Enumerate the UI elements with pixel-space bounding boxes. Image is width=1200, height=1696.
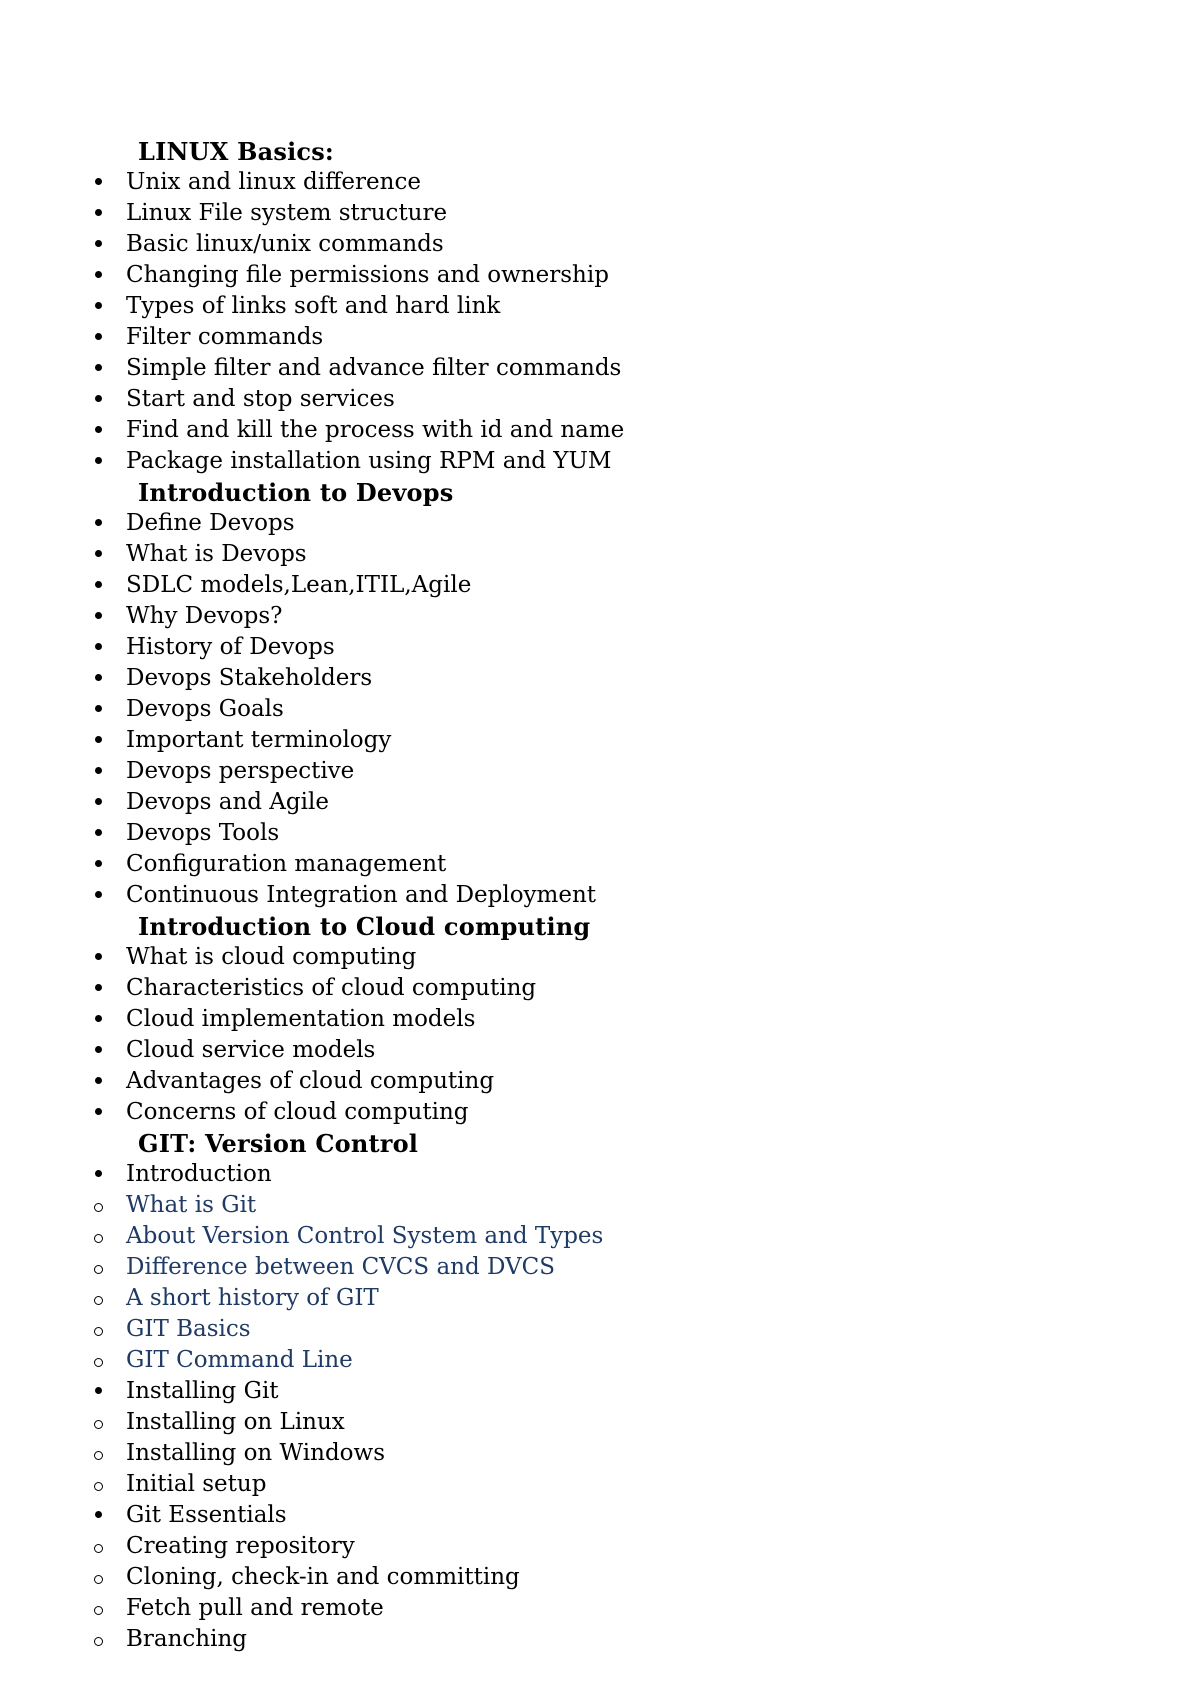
bullet-icon	[88, 1500, 108, 1531]
list-item-text: Installing on Windows	[126, 1440, 386, 1466]
list-item-text: Fetch pull and remote	[126, 1595, 384, 1621]
bullet-icon	[88, 973, 108, 1004]
list-item	[0, 508, 1200, 539]
bullet-icon	[88, 539, 108, 570]
section-heading: LINUX Basics:	[138, 137, 334, 166]
list-item-text: Filter commands	[126, 324, 324, 350]
hollow-bullet-icon	[88, 1562, 108, 1593]
list-item-text: Define Devops	[126, 510, 295, 536]
list-item-text: Changing file permissions and ownership	[126, 262, 609, 288]
sub-list-item	[0, 1190, 1200, 1221]
list-item-text: Configuration management	[126, 851, 447, 877]
list-item	[0, 880, 1200, 911]
document-body	[0, 136, 1200, 1655]
bullet-icon	[88, 694, 108, 725]
list-item-text: Characteristics of cloud computing	[126, 975, 537, 1001]
list-item	[0, 539, 1200, 570]
list-item-text: What is Git	[126, 1192, 257, 1218]
list-item	[0, 849, 1200, 880]
bullet-icon	[88, 756, 108, 787]
bullet-icon	[88, 942, 108, 973]
hollow-bullet-icon	[88, 1345, 108, 1376]
hollow-bullet-icon	[88, 1407, 108, 1438]
list-item-text: Unix and linux difference	[126, 169, 421, 195]
list-item-text: GIT Basics	[126, 1316, 251, 1342]
list-item-text: Devops Stakeholders	[126, 665, 373, 691]
list-item	[0, 1035, 1200, 1066]
section-heading: Introduction to Cloud computing	[138, 912, 591, 941]
bullet-icon	[88, 198, 108, 229]
bullet-icon	[88, 570, 108, 601]
list-item	[0, 756, 1200, 787]
bullet-icon	[88, 880, 108, 911]
list-item-text: What is cloud computing	[126, 944, 417, 970]
list-item-text: Start and stop services	[126, 386, 395, 412]
list-item-text: Devops and Agile	[126, 789, 329, 815]
list-item	[0, 694, 1200, 725]
list-item-text: Git Essentials	[126, 1502, 287, 1528]
bullet-icon	[88, 632, 108, 663]
sub-list-item	[0, 1438, 1200, 1469]
list-item	[0, 1004, 1200, 1035]
list-item-text: Important terminology	[126, 727, 392, 753]
list-item	[0, 601, 1200, 632]
list-item	[0, 663, 1200, 694]
bullet-icon	[88, 818, 108, 849]
hollow-bullet-icon	[88, 1252, 108, 1283]
list-item	[0, 1376, 1200, 1407]
hollow-bullet-icon	[88, 1624, 108, 1655]
list-item	[0, 1097, 1200, 1128]
list-item-text: Cloning, check-in and committing	[126, 1564, 520, 1590]
bullet-icon	[88, 1097, 108, 1128]
section-heading: GIT: Version Control	[138, 1129, 419, 1158]
bullet-icon	[88, 353, 108, 384]
list-item-text: Devops Goals	[126, 696, 284, 722]
sub-list-item	[0, 1624, 1200, 1655]
bullet-icon	[88, 384, 108, 415]
list-item-text: History of Devops	[126, 634, 335, 660]
list-item-text: Initial setup	[126, 1471, 267, 1497]
list-item	[0, 198, 1200, 229]
list-item-text: SDLC models,Lean,ITIL,Agile	[126, 572, 472, 598]
list-item-text: Cloud implementation models	[126, 1006, 476, 1032]
list-item-text: Devops Tools	[126, 820, 280, 846]
list-item-text: Advantages of cloud computing	[126, 1068, 495, 1094]
bullet-icon	[88, 415, 108, 446]
list-item-text: Installing Git	[126, 1378, 279, 1404]
hollow-bullet-icon	[88, 1593, 108, 1624]
sub-list-item	[0, 1283, 1200, 1314]
hollow-bullet-icon	[88, 1469, 108, 1500]
bullet-icon	[88, 167, 108, 198]
list-item	[0, 384, 1200, 415]
sub-list-item	[0, 1562, 1200, 1593]
sub-list-item	[0, 1221, 1200, 1252]
list-item	[0, 446, 1200, 477]
bullet-icon	[88, 1066, 108, 1097]
list-item-text: Difference between CVCS and DVCS	[126, 1254, 556, 1280]
bullet-icon	[88, 229, 108, 260]
sub-list-item	[0, 1407, 1200, 1438]
list-item	[0, 818, 1200, 849]
sub-list-item	[0, 1531, 1200, 1562]
hollow-bullet-icon	[88, 1283, 108, 1314]
bullet-icon	[88, 1035, 108, 1066]
list-item	[0, 942, 1200, 973]
list-item	[0, 415, 1200, 446]
list-item	[0, 322, 1200, 353]
bullet-icon	[88, 1159, 108, 1190]
section-heading: Introduction to Devops	[138, 478, 454, 507]
list-item	[0, 353, 1200, 384]
bullet-icon	[88, 787, 108, 818]
bullet-icon	[88, 725, 108, 756]
list-item	[0, 260, 1200, 291]
list-item	[0, 570, 1200, 601]
bullet-icon	[88, 1004, 108, 1035]
list-item	[0, 1159, 1200, 1190]
sub-list-item	[0, 1252, 1200, 1283]
hollow-bullet-icon	[88, 1190, 108, 1221]
sub-list-item	[0, 1469, 1200, 1500]
list-item-text: Creating repository	[126, 1533, 355, 1559]
hollow-bullet-icon	[88, 1438, 108, 1469]
list-item-text: A short history of GIT	[126, 1285, 379, 1311]
list-item-text: Introduction	[126, 1161, 272, 1187]
list-item-text: About Version Control System and Types	[126, 1223, 604, 1249]
list-item-text: Find and kill the process with id and name	[126, 417, 625, 443]
list-item-text: Continuous Integration and Deployment	[126, 882, 597, 908]
list-item	[0, 291, 1200, 322]
list-item	[0, 1500, 1200, 1531]
list-item-text: Types of links soft and hard link	[126, 293, 501, 319]
list-item-text: Branching	[126, 1626, 248, 1652]
list-item-text: Basic linux/unix commands	[126, 231, 444, 257]
bullet-icon	[88, 260, 108, 291]
hollow-bullet-icon	[88, 1221, 108, 1252]
list-item	[0, 632, 1200, 663]
bullet-icon	[88, 291, 108, 322]
list-item-text: Linux File system structure	[126, 200, 448, 226]
list-item-text: Devops perspective	[126, 758, 355, 784]
bullet-icon	[88, 601, 108, 632]
sub-list-item	[0, 1593, 1200, 1624]
bullet-icon	[88, 1376, 108, 1407]
list-item	[0, 973, 1200, 1004]
list-item	[0, 1066, 1200, 1097]
list-item-text: GIT Command Line	[126, 1347, 353, 1373]
list-item-text: Package installation using RPM and YUM	[126, 448, 612, 474]
list-item	[0, 725, 1200, 756]
list-item	[0, 229, 1200, 260]
bullet-icon	[88, 663, 108, 694]
list-item-text: What is Devops	[126, 541, 307, 567]
list-item-text: Simple filter and advance filter commands	[126, 355, 622, 381]
bullet-icon	[88, 446, 108, 477]
list-item-text: Installing on Linux	[126, 1409, 345, 1435]
list-item	[0, 167, 1200, 198]
hollow-bullet-icon	[88, 1531, 108, 1562]
list-item-text: Cloud service models	[126, 1037, 376, 1063]
sub-list-item	[0, 1314, 1200, 1345]
list-item	[0, 787, 1200, 818]
hollow-bullet-icon	[88, 1314, 108, 1345]
bullet-icon	[88, 322, 108, 353]
bullet-icon	[88, 849, 108, 880]
list-item-text: Why Devops?	[126, 603, 283, 629]
sub-list-item	[0, 1345, 1200, 1376]
list-item-text: Concerns of cloud computing	[126, 1099, 469, 1125]
bullet-icon	[88, 508, 108, 539]
